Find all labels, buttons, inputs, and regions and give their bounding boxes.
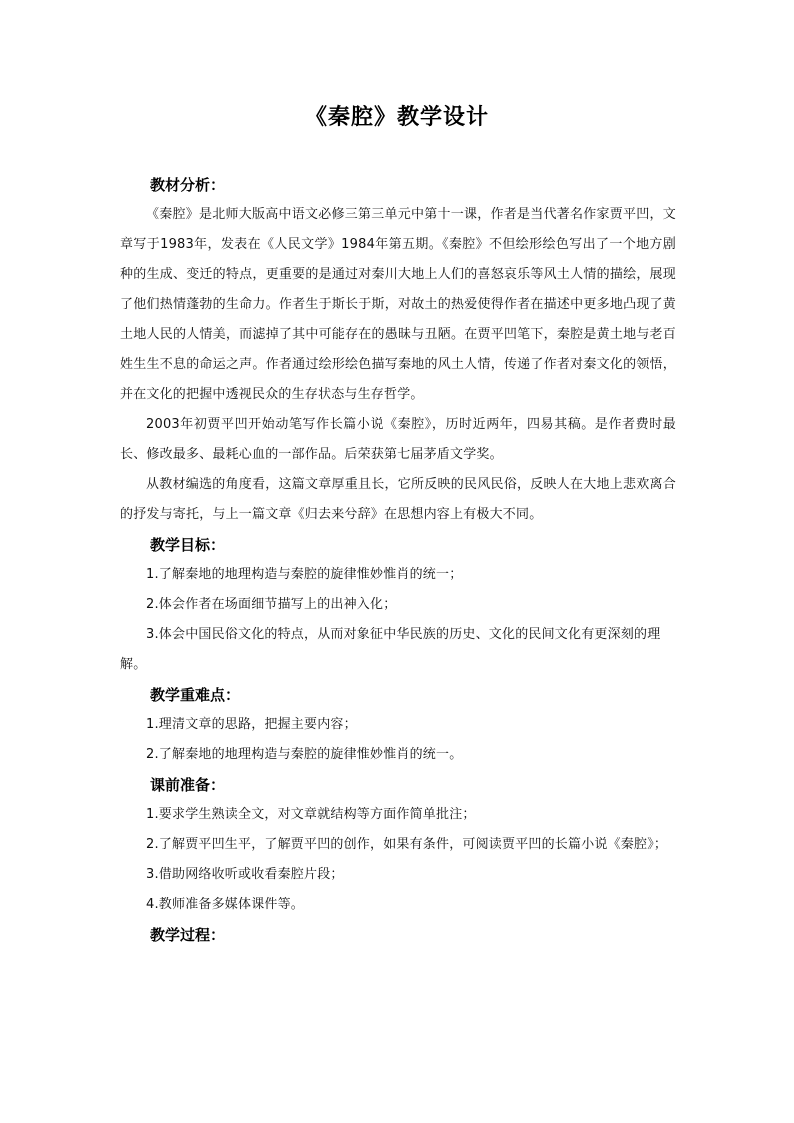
section-heading-prep: 课前准备： <box>150 776 226 794</box>
prep-item: 3.借助网络收听或收看秦腔片段； <box>146 867 344 882</box>
goal-item: 1.了解秦地的地理构造与秦腔的旋律惟妙惟肖的统一； <box>146 567 463 582</box>
prep-item: 2.了解贾平凹生平，了解贾平凹的创作，如果有条件，可阅读贾平凹的长篇小说《秦腔》； <box>146 837 668 852</box>
goal-item: 3.体会中国民俗文化的特点，从而对象征中华民族的历史、文化的民间文化有更深刻的理解。 <box>120 627 661 672</box>
section-heading-process: 教学过程： <box>150 926 226 944</box>
prep-item: 1.要求学生熟读全文，对文章就结构等方面作简单批注； <box>146 807 476 822</box>
analysis-paragraph: 《秦腔》是北师大版高中语文必修三第三单元中第十一课，作者是当代著名作家贾平凹，文章写于1983年，发表在《人民文学》1984年第五期。《秦腔》不但绘形绘色写出了一个地方剧种的生成、变迁的特点，更重要的是通过对秦川大地上人们的喜怒哀乐等风土人情的描绘，展现了他们热情蓬勃的生命力。作者生于斯长于斯，对故土的热爱使得作者在描述中更多地凸现了黄土地人民的人情美，而滤掉了其中可能存在的愚昧与丑陋。在贾平凹笔下，秦腔是黄土地与老百姓生生不息的命运之声。作者通过绘形绘色描写秦地的风土人情，传递了作者对秦文化的领悟，并在文化的把握中透视民众的生存状态与生存哲学。 <box>120 207 676 402</box>
keypoint-item: 1.理清文章的思路，把握主要内容； <box>146 717 357 732</box>
section-heading-analysis: 教材分析： <box>150 176 226 194</box>
keypoint-item: 2.了解秦地的地理构造与秦腔的旋律惟妙惟肖的统一。 <box>146 747 463 762</box>
analysis-paragraph: 2003年初贾平凹开始动笔写作长篇小说《秦腔》，历时近两年，四易其稿。是作者费时最长、修改最多、最耗心血的一部作品。后荣获第七届茅盾文学奖。 <box>120 417 676 462</box>
document-body <box>120 170 676 950</box>
section-heading-goals: 教学目标： <box>150 536 226 554</box>
document-title: 《秦腔》教学设计 <box>304 105 489 130</box>
analysis-paragraph: 从教材编选的角度看，这篇文章厚重且长，它所反映的民风民俗，反映人在大地上悲欢离合的抒发与寄托，与上一篇文章《归去来兮辞》在思想内容上有极大不同。 <box>120 477 676 522</box>
section-heading-keypoints: 教学重难点： <box>150 686 241 704</box>
prep-item: 4.教师准备多媒体课件等。 <box>146 897 305 912</box>
goal-item: 2.体会作者在场面细节描写上的出神入化； <box>146 597 397 612</box>
